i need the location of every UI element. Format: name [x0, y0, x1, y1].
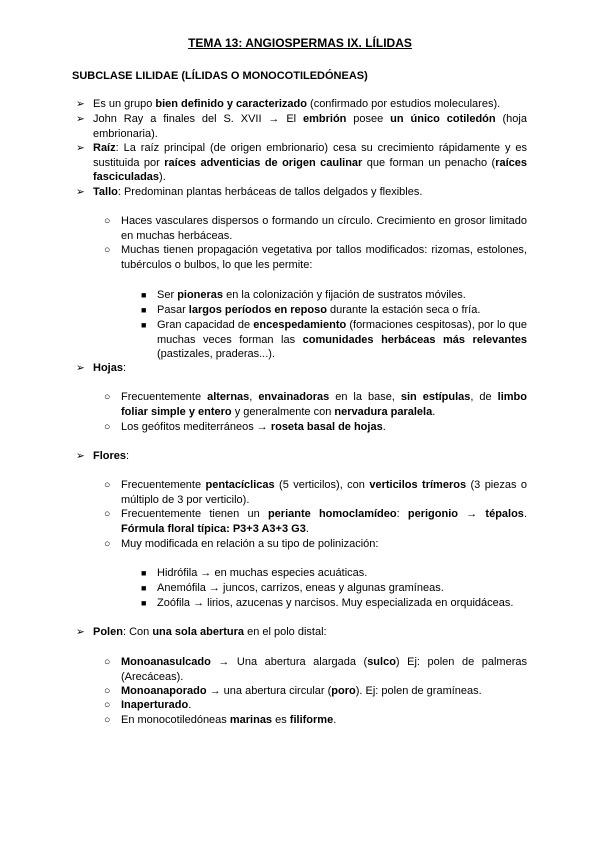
- section-subtitle: SUBCLASE LILIDAE (LÍLIDAS O MONOCOTILEDÓNEAS): [72, 70, 368, 82]
- list-item: Frecuentemente pentacíclicas (5 verticilos), con verticilos trímeros (3 piezas o múltiplo de 3 por verticilo).: [121, 479, 528, 506]
- list-item: Hojas:: [93, 362, 127, 374]
- list-item: Polen: Con una sola abertura en el polo distal:: [93, 626, 327, 638]
- circle-bullet-icon: ○: [104, 508, 111, 520]
- list-item: En monocotiledóneas marinas es filiforme.: [121, 714, 337, 726]
- arrow-bullet-icon: ➢: [76, 142, 85, 154]
- list-item: Frecuentemente alternas, envainadoras en la base, sin estípulas, de limbo foliar simple y entero y generalmente con nervadura paralela.: [121, 391, 527, 418]
- circle-bullet-icon: ○: [104, 391, 111, 403]
- circle-bullet-icon: ○: [104, 215, 111, 227]
- list-item: Raíz: La raíz principal (de origen embrionario) cesa su crecimiento rápidamente y es sustituida por raíces adventicias de origen caulinar que forman un penacho (raíces fasciculadas).: [93, 142, 527, 184]
- circle-bullet-icon: ○: [104, 699, 111, 711]
- list-item: Haces vasculares dispersos o formando un círculo. Crecimiento en grosor limitado en muchas herbáceas.: [121, 215, 527, 242]
- square-bullet-icon: ■: [141, 290, 147, 300]
- list-item: Inaperturado.: [121, 699, 192, 711]
- arrow-bullet-icon: ➢: [76, 113, 85, 125]
- square-bullet-icon: ■: [141, 320, 147, 330]
- arrow-bullet-icon: ➢: [76, 362, 85, 374]
- list-item: Gran capacidad de encespedamiento (formaciones cespitosas), por lo que muchas veces forman las comunidades herbáceas más relevantes (pastizales, praderas...).: [157, 319, 527, 361]
- arrow-bullet-icon: ➢: [76, 98, 85, 110]
- circle-bullet-icon: ○: [104, 656, 111, 668]
- circle-bullet-icon: ○: [104, 479, 111, 491]
- list-item: Los geófitos mediterráneos → roseta basal de hojas.: [121, 421, 386, 433]
- list-item: Flores:: [93, 450, 130, 462]
- circle-bullet-icon: ○: [104, 421, 111, 433]
- square-bullet-icon: ■: [141, 568, 147, 578]
- arrow-bullet-icon: ➢: [76, 450, 85, 462]
- list-item: Es un grupo bien definido y caracterizado (confirmado por estudios moleculares).: [93, 98, 501, 110]
- document-title: TEMA 13: ANGIOSPERMAS IX. LÍLIDAS: [188, 36, 412, 50]
- list-item: Monoanaporado → una abertura circular (poro). Ej: polen de gramíneas.: [121, 685, 482, 697]
- list-item: Monoanasulcado → Una abertura alargada (sulco) Ej: polen de palmeras (Arecáceas).: [121, 656, 527, 683]
- list-item: Frecuentemente tienen un periante homoclamídeo: perigonio → tépalos. Fórmula floral típica: P3+3 A3+3 G3.: [121, 508, 527, 535]
- list-item: Hidrófila → en muchas especies acuáticas.: [157, 567, 368, 579]
- circle-bullet-icon: ○: [104, 538, 111, 550]
- square-bullet-icon: ■: [141, 583, 147, 593]
- arrow-bullet-icon: ➢: [76, 186, 85, 198]
- list-item: Tallo: Predominan plantas herbáceas de tallos delgados y flexibles.: [93, 186, 423, 198]
- list-item: John Ray a finales del S. XVII → El embrión posee un único cotiledón (hoja embrionaria).: [93, 113, 527, 140]
- list-item: Zoófila → lirios, azucenas y narcisos. Muy especializada en orquidáceas.: [157, 597, 514, 609]
- list-item: Ser pioneras en la colonización y fijación de sustratos móviles.: [157, 289, 466, 301]
- circle-bullet-icon: ○: [104, 244, 111, 256]
- square-bullet-icon: ■: [141, 598, 147, 608]
- list-item: Pasar largos períodos en reposo durante la estación seca o fría.: [157, 304, 481, 316]
- list-item: Muy modificada en relación a su tipo de polinización:: [121, 538, 379, 550]
- circle-bullet-icon: ○: [104, 685, 111, 697]
- list-item: Muchas tienen propagación vegetativa por tallos modificados: rizomas, estolones, tubérculos o bulbos, lo que les permite:: [121, 244, 527, 271]
- circle-bullet-icon: ○: [104, 714, 111, 726]
- square-bullet-icon: ■: [141, 305, 147, 315]
- arrow-bullet-icon: ➢: [76, 626, 85, 638]
- list-item: Anemófila → juncos, carrizos, eneas y algunas gramíneas.: [157, 582, 444, 594]
